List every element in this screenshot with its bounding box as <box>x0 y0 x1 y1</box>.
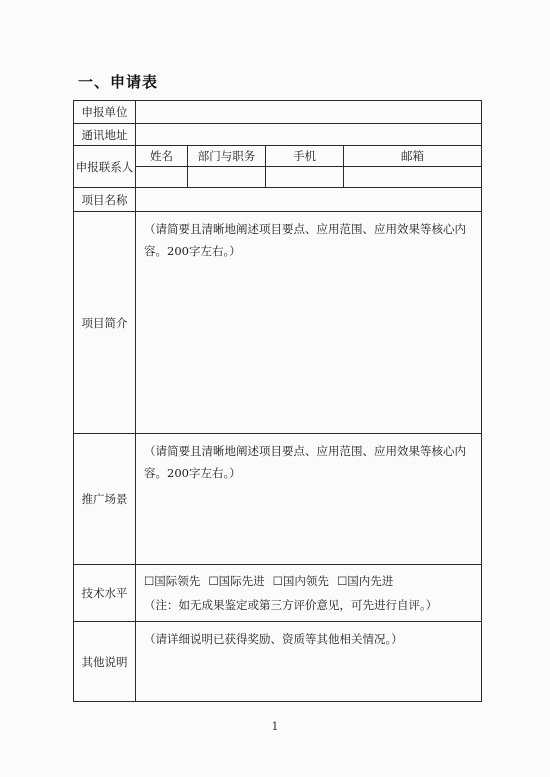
contact-dept-field[interactable] <box>188 167 266 188</box>
tech-field <box>136 565 482 622</box>
contact-header-phone: 手机 <box>266 146 344 167</box>
tech-option-intl-leading[interactable]: ☐国际领先 <box>144 574 201 588</box>
row-unit <box>74 101 482 124</box>
tech-label: 技术水平 <box>74 565 136 622</box>
contact-email-field[interactable] <box>344 167 482 188</box>
project-name-label: 项目名称 <box>74 188 136 212</box>
row-project-name <box>74 188 482 212</box>
contact-phone-field[interactable] <box>266 167 344 188</box>
tech-option-domestic-leading[interactable]: ☐国内领先 <box>272 574 329 588</box>
intro-label: 项目简介 <box>74 212 136 434</box>
contact-header-dept: 部门与职务 <box>188 146 266 167</box>
page-number: 1 <box>271 720 279 733</box>
row-intro <box>74 212 482 434</box>
row-tech <box>74 565 482 622</box>
contact-header-name: 姓名 <box>136 146 188 167</box>
unit-field[interactable] <box>136 101 482 124</box>
contact-name-field[interactable] <box>136 167 188 188</box>
scene-field[interactable] <box>136 434 482 565</box>
other-hint: （请详细说明已获得奖励、资质等其他相关情况。） <box>144 632 403 646</box>
row-other <box>74 622 482 702</box>
row-address <box>74 124 482 146</box>
row-scene <box>74 434 482 565</box>
tech-note: （注：如无成果鉴定或第三方评价意见，可先进行自评。） <box>144 598 438 612</box>
row-contact-headers <box>74 146 482 167</box>
project-name-field[interactable] <box>136 188 482 212</box>
tech-option-domestic-advanced[interactable]: ☐国内先进 <box>336 574 394 588</box>
intro-field[interactable] <box>136 212 482 434</box>
other-field[interactable] <box>136 622 482 702</box>
application-form-table <box>73 100 482 702</box>
address-field[interactable] <box>136 124 482 146</box>
unit-label: 申报单位 <box>74 101 136 124</box>
intro-hint: （请简要且清晰地阐述项目要点、应用范围、应用效果等核心内容。200字左右。） <box>144 222 466 258</box>
section-title: 一、申请表 <box>78 73 159 91</box>
row-contact-values <box>74 167 482 188</box>
scene-label: 推广场景 <box>74 434 136 565</box>
scene-hint: （请简要且清晰地阐述项目要点、应用范围、应用效果等核心内容。200字左右。） <box>144 444 466 480</box>
address-label: 通讯地址 <box>74 124 136 146</box>
contact-label: 申报联系人 <box>74 146 136 188</box>
tech-option-intl-advanced[interactable]: ☐国际先进 <box>208 574 265 588</box>
other-label: 其他说明 <box>74 622 136 702</box>
contact-header-email: 邮箱 <box>344 146 482 167</box>
tech-options <box>144 569 475 593</box>
